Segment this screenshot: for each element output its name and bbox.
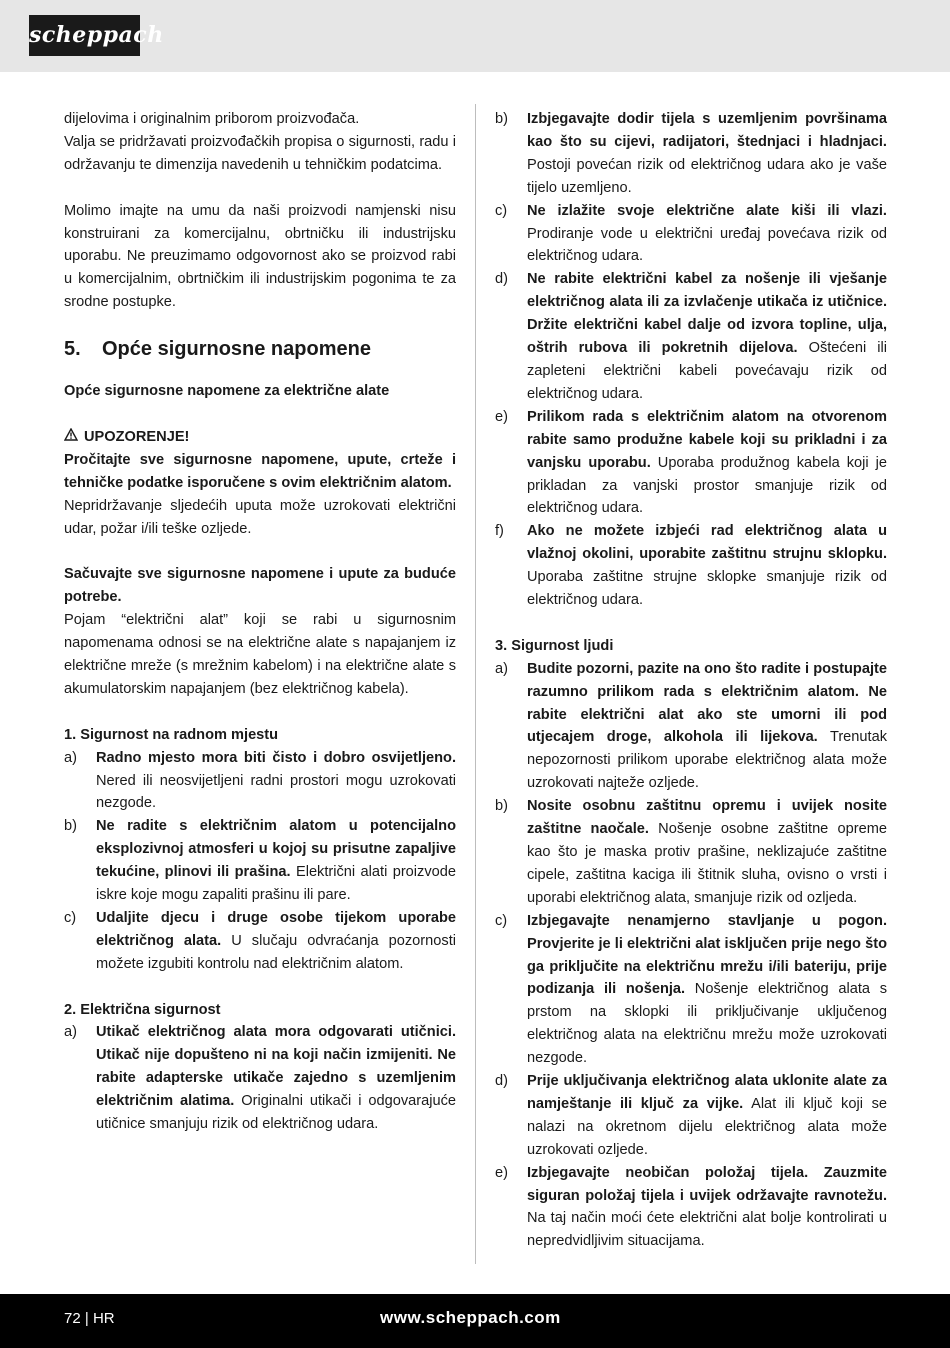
- scheppach-logo: scheppach: [29, 15, 140, 56]
- item-bold: Utikač električnog alata mora odgovarati utičnici. Utikač nije dopušteno ni na koji način izmijeniti. Ne rabite adapterske utikače zajedno s uzemljenim električnim alatima.: [96, 1024, 456, 1110]
- item-label: d): [495, 1073, 508, 1090]
- item-label: e): [495, 408, 508, 425]
- intro-paragraph-2: Molimo imajte na umu da naši proizvodi namjenski nisu konstruirani za komercijalnu, obrtničku ili industrijsku uporabu. Ne preuzimamo odgovornost ako se proizvod rabi u komercijalnim, obrtničkim ili industrijskim pogonima te za srodne postupke.: [64, 202, 456, 311]
- list-item: [495, 1162, 887, 1254]
- item-text: [527, 268, 887, 405]
- separator: |: [84, 1310, 89, 1327]
- column-divider: [475, 104, 476, 1264]
- item-label: a): [495, 660, 508, 677]
- section-number: 5.: [64, 338, 81, 361]
- item-bold: Prilikom rada s električnim alatom na otvorenom rabite samo produžne kabele koji su prikladni i za vanjsku uporabu.: [527, 408, 887, 471]
- item-text: [527, 200, 887, 269]
- list-item: [495, 200, 887, 269]
- item-text: [527, 1162, 887, 1254]
- item-normal: Električni alati proizvode iskre koje mogu zapaliti prašinu ili pare.: [96, 864, 456, 904]
- list-item: [495, 1070, 887, 1162]
- section-heading: [64, 336, 456, 362]
- sec2-title: 2. Električna sigurnost: [64, 1001, 221, 1018]
- website-link[interactable]: www.scheppach.com: [380, 1308, 561, 1327]
- intro-line-2: Valja se pridržavati proizvođačkih propisa o sigurnosti, radu i održavanju te dimenzija navedenih u tehničkim podatcima.: [64, 133, 456, 173]
- item-text: [96, 815, 456, 907]
- page-number: 72: [64, 1310, 81, 1327]
- item-bold: Ne radite s električnim alatom u potencijalno eksplozivnoj atmosferi u kojoj su prisutne zapaljive tekućine, plinovi ili prašina.: [96, 818, 456, 881]
- item-bold: Izbjegavajte dodir tijela s uzemljenim površinama kao što su cijevi, radijatori, štednjaci i hladnjaci.: [527, 111, 887, 150]
- item-text: [527, 795, 887, 910]
- item-text: [527, 520, 887, 612]
- item-label: c): [495, 912, 508, 929]
- warning-label: UPOZORENJE!: [84, 428, 190, 445]
- warning-text: Nepridržavanje sljedećih uputa može uzrokovati električni udar, požar i/ili teške ozljede.: [64, 497, 456, 537]
- keep-instructions-bold: Sačuvajte sve sigurnosne napomene i upute za buduće potrebe.: [64, 566, 456, 606]
- warning-triangle-icon: [64, 426, 78, 449]
- item-normal: Trenutak nepozornosti prilikom uporabe električnog alata može uzrokovati najteže ozljede.: [527, 729, 887, 792]
- list-item: [495, 406, 887, 521]
- list-item: [495, 658, 887, 795]
- item-normal: Nošenje električnog alata s prstom na sklopki ili priključivanje uključenog električnog alata na električnu mrežu može uzrokovati nezgode.: [527, 981, 887, 1067]
- item-normal: Prodiranje vode u električni uređaj povećava rizik od električnog udara.: [527, 225, 887, 265]
- subtitle: Opće sigurnosne napomene za električne alate: [64, 383, 390, 400]
- item-normal: Originalni utikači i odgovarajuće utičnice smanjuju rizik od električnog udara.: [96, 1093, 456, 1133]
- keep-instructions-text: Pojam “električni alat” koji se rabi u sigurnosnim napomenama odnosi se na električne alate s napajanjem iz električne mreže (s mrežnim kabelom) i na električne alate s akumulatorskim napajanjem (bez električnog kabela).: [64, 612, 456, 697]
- item-text: [96, 1021, 456, 1136]
- list-item: [495, 520, 887, 612]
- sec3-title: 3. Sigurnost ljudi: [495, 637, 614, 654]
- list-item: [495, 268, 887, 405]
- item-bold: Nosite osobnu zaštitnu opremu i uvijek nosite zaštitne naočale.: [527, 798, 887, 838]
- item-label: d): [495, 271, 508, 288]
- item-bold: Ne izlažite svoje električne alate kiši ili vlazi.: [527, 202, 887, 219]
- item-normal: Postoji povećan rizik od električnog udara ako je vaše tijelo uzemljeno.: [527, 156, 887, 196]
- item-bold: Izbjegavajte neobičan položaj tijela. Zauzmite siguran položaj tijela i uvijek održavajte ravnotežu.: [527, 1164, 887, 1204]
- list-item: [64, 907, 456, 976]
- item-normal: Na taj način moći ćete električni alat bolje kontrolirati u nepredvidljivim situacijama.: [527, 1210, 887, 1250]
- warning-bold: Pročitajte sve sigurnosne napomene, upute, crteže i tehničke podatke isporučene s ovim električnim alatom.: [64, 451, 456, 491]
- item-bold: Izbjegavajte nenamjerno stavljanje u pogon. Provjerite je li električni alat isključen prije nego što ga priključite na električnu mrežu i/ili bateriju, prije podizanja ili nošenja.: [527, 912, 887, 998]
- item-normal: Uporaba zaštitne strujne sklopke smanjuje rizik od električnog udara.: [527, 569, 887, 609]
- item-text: [96, 907, 456, 976]
- right-column: [495, 108, 887, 1253]
- item-bold: Ne rabite električni kabel za nošenje ili vješanje električnog alata ili za izvlačenje utikača iz utičnice. Držite električni kabel dalje od izvora topline, ulja, oštrih rubova ili pokretnih dijelova.: [527, 271, 887, 357]
- item-text: [527, 1070, 887, 1162]
- item-text: [527, 658, 887, 795]
- warning-heading: [64, 426, 456, 449]
- list-item: [64, 815, 456, 907]
- item-text: [96, 747, 456, 816]
- item-label: c): [64, 909, 77, 926]
- list-item: [64, 747, 456, 816]
- item-label: a): [64, 749, 77, 766]
- list-item: [495, 108, 887, 200]
- page-footer: [0, 1294, 950, 1348]
- item-normal: U slučaju odvraćanja pozornosti možete izgubiti kontrolu nad električnim alatom.: [96, 932, 456, 972]
- item-label: b): [495, 111, 508, 127]
- list-item: [64, 1021, 456, 1136]
- list-item: [495, 795, 887, 910]
- item-label: b): [64, 818, 77, 835]
- item-bold: Budite pozorni, pazite na ono što radite i postupajte razumno prilikom rada s električnim alatom. Ne rabite električni alat ako ste umorni ili pod utjecajem droge, alkohola ili lijekova.: [527, 660, 887, 746]
- item-bold: Ako ne možete izbjeći rad električnog alata u vlažnoj okolini, uporabite zaštitnu strujnu sklopku.: [527, 523, 887, 563]
- item-text: [527, 108, 887, 200]
- item-normal: Oštećeni ili zapleteni električni kabeli povećavaju rizik od električnog udara.: [527, 340, 887, 402]
- item-text: [527, 406, 887, 521]
- item-bold: Prije uključivanja električnog alata uklonite alate za namještanje ili ključ za vijke.: [527, 1073, 887, 1112]
- item-normal: Nošenje osobne zaštitne opreme kao što je maska protiv prašine, neklizajuće zaštitne cipele, zaštitna kaciga ili štitnik sluha, ovisno o vrsti i uporabi električnog alata, smanjuje rizik od ozljeda.: [527, 821, 887, 906]
- language-code: HR: [92, 1310, 115, 1327]
- item-label: b): [495, 798, 508, 815]
- page-header: [0, 0, 950, 72]
- sec1-title: 1. Sigurnost na radnom mjestu: [64, 726, 279, 743]
- item-bold: Radno mjesto mora biti čisto i dobro osvijetljeno.: [96, 749, 456, 766]
- item-bold: Udaljite djecu i druge osobe tijekom uporabe električnog alata.: [96, 909, 456, 949]
- item-label: e): [495, 1164, 508, 1181]
- item-label: c): [495, 202, 508, 219]
- item-label: a): [64, 1024, 77, 1041]
- section-title: Opće sigurnosne napomene: [102, 338, 371, 361]
- item-normal: Uporaba produžnog kabela koji je prikladan za vanjski prostor smanjuje rizik od električnog udara.: [527, 454, 887, 517]
- intro-line-1: dijelovima i originalnim priborom proizvođača.: [64, 111, 360, 127]
- item-label: f): [495, 523, 504, 540]
- item-text: [527, 910, 887, 1070]
- item-normal: Alat ili ključ koji se nalazi na okretnom dijelu električnog alata može uzrokovati ozljede.: [527, 1095, 887, 1158]
- item-normal: Nered ili neosvijetljeni radni prostori mogu uzrokovati nezgode.: [96, 772, 456, 812]
- left-column: [64, 108, 456, 1136]
- list-item: [495, 910, 887, 1070]
- page-info: [64, 1310, 115, 1327]
